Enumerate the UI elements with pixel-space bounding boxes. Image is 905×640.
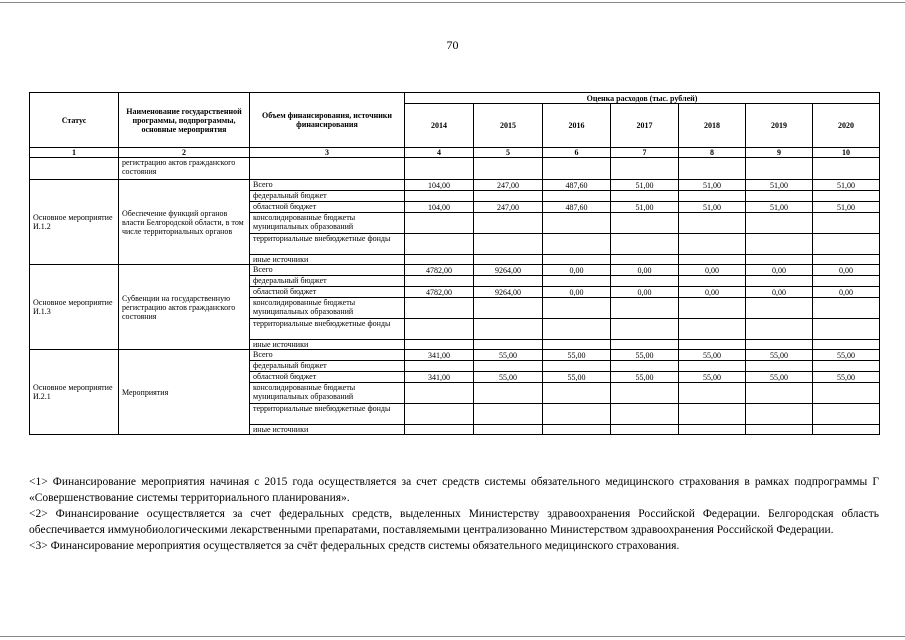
value-cell: 55,00 [746,350,813,361]
funding-source-cell: федеральный бюджет [250,276,405,287]
status-cell: Основное мероприятие И.1.3 [30,265,119,350]
header-year: 2016 [543,104,611,148]
value-cell [746,404,813,425]
value-cell [474,255,543,265]
funding-source-cell: иные источники [250,425,405,435]
value-cell [474,191,543,202]
value-cell [405,383,474,404]
value-cell: 487,60 [543,180,611,191]
value-cell: 4782,00 [405,265,474,276]
value-cell [405,255,474,265]
value-cell [611,340,679,350]
value-cell [543,361,611,372]
value-cell [543,383,611,404]
value-cell [543,213,611,234]
value-cell [543,191,611,202]
value-cell [543,425,611,435]
header-year: 2015 [474,104,543,148]
value-cell [679,361,746,372]
value-cell [543,404,611,425]
value-cell [474,298,543,319]
table-row [30,265,880,276]
status-cell: Основное мероприятие И.1.2 [30,180,119,265]
page-number: 70 [446,38,459,52]
value-cell [474,361,543,372]
value-cell [679,298,746,319]
value-cell: 51,00 [746,202,813,213]
header-year: 2019 [746,104,813,148]
value-cell [679,234,746,255]
funding-source-cell: консолидированные бюджеты муниципальных образований [250,213,405,234]
value-cell [611,425,679,435]
continuation-name: регистрацию актов гражданского состояния [119,158,250,180]
value-cell [474,425,543,435]
header-source: Объем финансирования, источники финансирования [250,93,405,148]
funding-source-cell: иные источники [250,340,405,350]
continuation-status [30,158,119,180]
value-cell: 55,00 [813,350,880,361]
value-cell [611,361,679,372]
table-row [30,350,880,361]
value-cell [679,255,746,265]
value-cell [746,276,813,287]
value-cell: 51,00 [679,180,746,191]
value-cell [746,191,813,202]
value-cell [405,361,474,372]
value-cell [405,298,474,319]
value-cell: 247,00 [474,180,543,191]
column-number: 9 [746,148,813,158]
table-row [30,180,880,191]
column-number: 5 [474,148,543,158]
value-cell: 0,00 [746,287,813,298]
value-cell [611,404,679,425]
value-cell [746,340,813,350]
column-number: 4 [405,148,474,158]
value-cell [679,319,746,340]
value-cell [746,383,813,404]
value-cell [405,340,474,350]
value-cell [746,213,813,234]
value-cell: 487,60 [543,202,611,213]
value-cell [679,340,746,350]
column-number: 7 [611,148,679,158]
column-number: 10 [813,148,880,158]
program-name-cell: Субвенции на государственную регистрацию актов гражданского состояния [119,265,250,350]
financing-table [29,92,880,435]
header-year: 2018 [679,104,746,148]
value-cell: 9264,00 [474,265,543,276]
value-cell: 55,00 [679,372,746,383]
value-cell [813,340,880,350]
value-cell [813,383,880,404]
value-cell [813,298,880,319]
value-cell: 9264,00 [474,287,543,298]
value-cell [543,234,611,255]
value-cell: 55,00 [543,350,611,361]
funding-source-cell: областной бюджет [250,202,405,213]
value-cell [813,276,880,287]
value-cell [474,319,543,340]
value-cell [813,425,880,435]
funding-source-cell: областной бюджет [250,372,405,383]
value-cell [405,191,474,202]
value-cell [474,383,543,404]
value-cell [813,404,880,425]
value-cell [405,425,474,435]
header-estimate: Оценка расходов (тыс. рублей) [405,93,880,104]
header-status: Статус [30,93,119,148]
value-cell: 51,00 [813,202,880,213]
funding-source-cell: иные источники [250,255,405,265]
funding-source-cell: федеральный бюджет [250,361,405,372]
value-cell [611,213,679,234]
value-cell: 341,00 [405,350,474,361]
value-cell [474,276,543,287]
value-cell [474,213,543,234]
value-cell [679,383,746,404]
program-name-cell: Мероприятия [119,350,250,435]
value-cell [679,276,746,287]
value-cell [611,234,679,255]
value-cell [405,234,474,255]
funding-source-cell: Всего [250,350,405,361]
funding-source-cell: областной бюджет [250,287,405,298]
funding-source-cell: территориальные внебюджетные фонды [250,234,405,255]
value-cell: 55,00 [611,372,679,383]
value-cell: 51,00 [679,202,746,213]
funding-source-cell: территориальные внебюджетные фонды [250,404,405,425]
value-cell: 51,00 [813,180,880,191]
value-cell [611,255,679,265]
value-cell [813,361,880,372]
value-cell: 247,00 [474,202,543,213]
header-year: 2017 [611,104,679,148]
status-cell: Основное мероприятие И.2.1 [30,350,119,435]
value-cell [746,319,813,340]
value-cell [611,383,679,404]
value-cell [746,255,813,265]
value-cell: 55,00 [474,372,543,383]
value-cell: 104,00 [405,180,474,191]
value-cell [611,319,679,340]
value-cell [746,361,813,372]
value-cell [813,191,880,202]
value-cell [679,425,746,435]
value-cell [679,213,746,234]
value-cell [543,340,611,350]
value-cell [746,298,813,319]
value-cell [813,255,880,265]
value-cell [543,298,611,319]
funding-source-cell: консолидированные бюджеты муниципальных образований [250,298,405,319]
value-cell [405,319,474,340]
value-cell [405,404,474,425]
footnote-1: <1> Финансирование мероприятия начиная с 2015 года осуществляется за счет средств системы обязательного медицинского страхования в рамках подпрограммы Г «Совершенствование системы территориального планирования». [29,476,879,504]
funding-source-cell: Всего [250,180,405,191]
value-cell: 0,00 [813,265,880,276]
value-cell: 0,00 [746,265,813,276]
value-cell: 55,00 [746,372,813,383]
value-cell: 0,00 [813,287,880,298]
value-cell [474,234,543,255]
value-cell [405,276,474,287]
value-cell: 55,00 [813,372,880,383]
header-name: Наименование государственной программы, подпрограммы, основные мероприятия [119,93,250,148]
value-cell: 55,00 [543,372,611,383]
value-cell [679,191,746,202]
column-number: 8 [679,148,746,158]
funding-source-cell: Всего [250,265,405,276]
value-cell [543,276,611,287]
value-cell: 341,00 [405,372,474,383]
value-cell [813,213,880,234]
footnote-3: <3> Финансирование мероприятия осуществляется за счёт федеральных средств системы обязательного медицинского страхования. [29,540,680,552]
value-cell: 55,00 [611,350,679,361]
value-cell [405,213,474,234]
funding-source-cell: консолидированные бюджеты муниципальных образований [250,383,405,404]
value-cell [746,425,813,435]
value-cell: 55,00 [474,350,543,361]
value-cell [611,298,679,319]
value-cell: 0,00 [679,265,746,276]
funding-source-cell: территориальные внебюджетные фонды [250,319,405,340]
value-cell: 51,00 [611,180,679,191]
header-year: 2014 [405,104,474,148]
value-cell: 0,00 [611,265,679,276]
value-cell [543,255,611,265]
value-cell [474,340,543,350]
column-number: 1 [30,148,119,158]
value-cell [813,319,880,340]
value-cell: 51,00 [611,202,679,213]
value-cell [679,404,746,425]
value-cell: 0,00 [543,265,611,276]
value-cell: 55,00 [679,350,746,361]
value-cell [813,234,880,255]
value-cell [746,234,813,255]
value-cell: 0,00 [611,287,679,298]
footnote-2: <2> Финансирование осуществляется за счет федеральных средств, выделенных Министерству здравоохранения Российской Федерации. Белгородская область обеспечивается иммунобиологическими лекарственными препаратами, поставляемыми централизованно Министерством здравоохранения Российской Федерации. [29,508,879,536]
program-name-cell: Обеспечение функций органов власти Белгородской области, в том числе территориальных органов [119,180,250,265]
value-cell [611,191,679,202]
column-number: 6 [543,148,611,158]
value-cell: 4782,00 [405,287,474,298]
column-number: 3 [250,148,405,158]
header-year: 2020 [813,104,880,148]
value-cell: 104,00 [405,202,474,213]
value-cell: 0,00 [679,287,746,298]
value-cell: 51,00 [746,180,813,191]
value-cell: 0,00 [543,287,611,298]
footnotes [29,474,879,554]
funding-source-cell: федеральный бюджет [250,191,405,202]
value-cell [611,276,679,287]
value-cell [474,404,543,425]
column-number: 2 [119,148,250,158]
value-cell [543,319,611,340]
